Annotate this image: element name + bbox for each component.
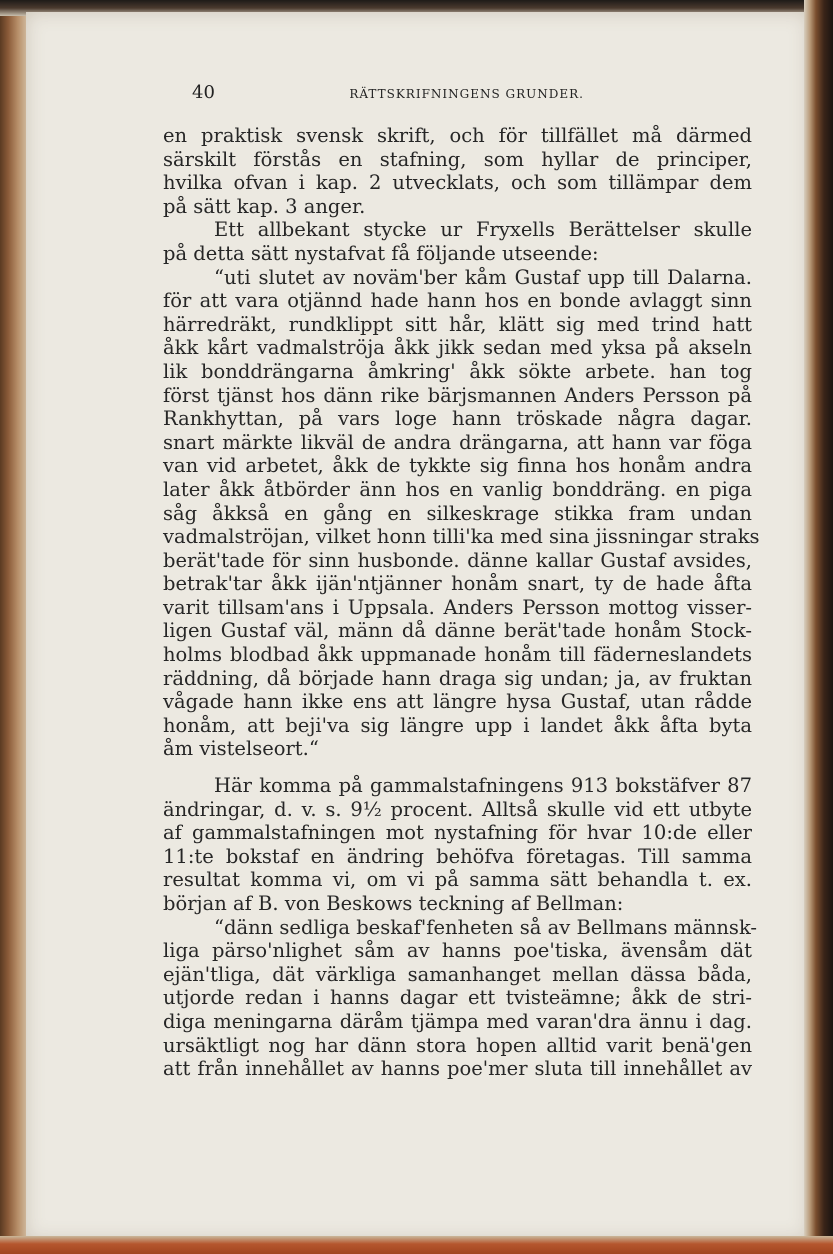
paragraph-3 <box>163 774 752 916</box>
text-line: berät'tade för sinn husbonde. dänne kallar Gustaf avsides, <box>163 548 752 572</box>
text-line: af gammalstafningen mot nystafning för hvar 10:de eller <box>163 821 752 845</box>
book-cover-edge <box>804 0 833 1254</box>
text-line: ändringar, d. v. s. 9½ procent. Alltså skulle vid ett utbyte <box>163 797 752 821</box>
text-line: härredräkt, rundklippt sitt hår, klätt sig med trind hatt <box>163 312 752 336</box>
text-line: såg åkkså en gång en silkeskrage stikka fram undan <box>163 501 752 525</box>
text-line: särskilt förstås en stafning, som hyllar de principer, <box>163 147 752 171</box>
text-line: resultat komma vi, om vi på samma sätt behandla t. ex. <box>163 868 752 892</box>
text-line: ligen Gustaf väl, männ då dänne berät'tade honåm Stock- <box>163 619 752 643</box>
text-line: lik bonddrängarna åmkring' åkk sökte arbete. han tog <box>163 359 752 383</box>
quote-fryxell <box>163 265 760 761</box>
text-line: holms blodbad åkk uppmanade honåm till fäderneslandets <box>163 643 752 667</box>
text-line: betrak'tar åkk ijän'ntjänner honåm snart, ty de hade åfta <box>163 572 752 596</box>
text-line: van vid arbetet, åkk de tykkte sig finna hos honåm andra <box>163 454 752 478</box>
paragraph-2 <box>163 218 752 265</box>
text-line: varit tillsam'ans i Uppsala. Anders Persson mottog visser- <box>163 595 752 619</box>
text-line: för att vara otjännd hade hann hos en bonde avlaggt sinn <box>163 289 752 313</box>
text-line: utjorde redan i hanns dagar ett tvisteämne; åkk de stri- <box>163 986 752 1010</box>
text-line: ursäktligt nog har dänn stora hopen alltid varit benä'gen <box>163 1033 752 1057</box>
text-line: att från innehållet av hanns poe'mer sluta till innehållet av <box>163 1057 752 1081</box>
text-line: på sätt kap. 3 anger. <box>163 194 366 218</box>
text-line: räddning, då började hann draga sig undan; ja, av fruktan <box>163 666 752 690</box>
text-line: början af B. von Beskows teckning af Bellman: <box>163 892 624 915</box>
body-text <box>163 124 760 1081</box>
text-line: 11:te bokstaf en ändring behöfva företagas. Till samma <box>163 844 752 868</box>
text-line: först tjänst hos dänn rike bärjsmannen Anders Persson på <box>163 383 752 407</box>
text-line: hvilka ofvan i kap. 2 utvecklats, och som tillämpar dem <box>163 171 752 195</box>
text-line: diga meningarna däråm tjämpa med varan'dra ännu i dag. <box>163 1009 752 1033</box>
page-number: 40 <box>192 82 215 103</box>
running-head: RÄTTSKRIFNINGENS GRUNDER. <box>349 87 584 101</box>
text-line: en praktisk svensk skrift, och för tillfället må därmed <box>163 124 752 147</box>
book-bottom-edge <box>0 1236 833 1254</box>
text-line: vågade hann ikke ens att längre hysa Gustaf, utan rådde <box>163 690 752 714</box>
text-line: “uti slutet av noväm'ber kåm Gustaf upp till Dalarna. <box>214 265 752 289</box>
text-line: åkk kårt vadmalströja åkk jikk sedan med yksa på akseln <box>163 336 752 360</box>
text-line: snart märkte likväl de andra drängarna, att hann var föga <box>163 430 752 454</box>
text-line: honåm, att beji'va sig längre upp i landet åkk åfta byta <box>163 713 752 737</box>
text-line: ejän'tliga, dät värkliga samanhanget mellan dässa båda, <box>163 962 752 986</box>
text-line: åm vistelseort.“ <box>163 737 319 761</box>
text-line: vadmalströjan, vilket honn tilli'ka med sina jissningar straks <box>163 525 760 549</box>
page-header <box>192 82 584 106</box>
text-line: “dänn sedliga beskaf'fenheten så av Bellmans männsk- <box>214 915 758 939</box>
text-line: liga pärso'nlighet såm av hanns poe'tiska, ävensåm dät <box>163 939 752 963</box>
quote-beskow <box>163 915 758 1081</box>
text-line: later åkk åtbörder änn hos en vanlig bonddräng. en piga <box>163 477 752 501</box>
text-line: Rankhyttan, på vars loge hann tröskade några dagar. <box>163 407 752 431</box>
paragraph-1 <box>163 124 752 218</box>
text-line: på detta sätt nystafvat få följande utseende: <box>163 241 599 265</box>
text-line: Ett allbekant stycke ur Fryxells Berättelser skulle <box>214 218 752 242</box>
text-line: Här komma på gammalstafningens 913 bokstäfver 87 <box>214 774 752 798</box>
